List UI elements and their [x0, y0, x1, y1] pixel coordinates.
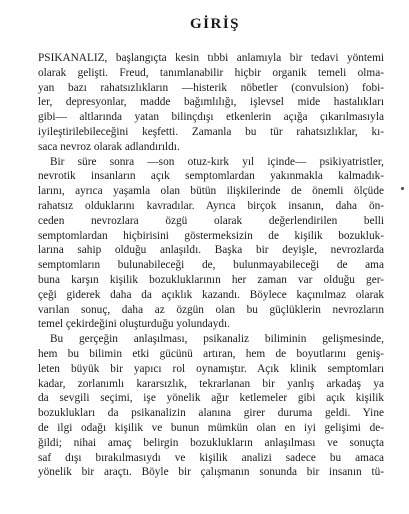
text-line: buna karşın kişilik bozukluklarının her zaman var olduğu ger- — [38, 273, 384, 286]
text-line: yan bazı rahatsızlıkların —histerik nöbetler (convulsion) fobi- — [38, 81, 384, 94]
text-line: semptomların bulunabileceği de, bulunmayabileceği de ama — [38, 259, 384, 272]
paragraph-3 — [38, 332, 384, 480]
text-line: PSIKANALIZ, başlangıçta kesin tıbbi anlamıyla bir tedavi yöntemi — [38, 52, 384, 64]
text-line: larını, ayrıca yaşamla olan bütün ilişkilerinde de önemli ölçüde — [38, 185, 384, 198]
text-line: leten büyük bir yapıcı rol oynamıştır. Açık klinik semptomları — [38, 362, 384, 375]
text-line: yönelik bir araçtı. Böyle bir çalışmanın sonunda bir insanın tü- — [38, 466, 384, 479]
text-line: de ilgi odağı kişilik ve bunun mümkün olan en iyi gelişimi de- — [38, 421, 384, 434]
text-line: nevrotik insanların açık semptomlardan yakınmakla kalmadık- — [38, 170, 384, 183]
chapter-title: GİRİŞ — [189, 16, 241, 32]
text-line: temel çekirdeğini oluşturduğu yolundaydı. — [38, 318, 231, 331]
text-line: çeği giderek daha da açıklık kazandı. Böylece kaçınılmaz olarak — [38, 288, 384, 301]
text-line: saca nevroz olarak adlandırıldı. — [38, 140, 180, 153]
paragraph-1 — [38, 51, 384, 155]
paragraph-2 — [38, 155, 384, 333]
text-line: rahatsız olduklarını kavradılar. Ayrıca birçok insanın, daha ön- — [38, 199, 384, 212]
body-text — [38, 51, 384, 480]
text-line: larına sahip olduğu anlaşıldı. Başka bir deyişle, nevrozlarda — [38, 244, 384, 257]
text-line: varılan sonuç, daha az özgün olan bu güçlüklerin nevrozların — [38, 303, 384, 316]
text-line: semptomlardan hiçbirisini göstermeksizin de kişilik bozukluk- — [38, 229, 384, 242]
text-line: ğildi; nihai amaç belirgin bozuklukların anlaşılması ve sonuçta — [38, 436, 384, 449]
text-line: Bu gerçeğin anlaşılması, psikanaliz biliminin gelişmesinde, — [50, 333, 384, 346]
text-line: kadar, zorlanımlı kararsızlık, tekrarlanan bir yanlış arkadaş ya — [38, 377, 384, 390]
text-line: olarak gelişti. Freud, tanımlanabilir hiçbir organik temeli olma- — [38, 66, 384, 79]
text-line: saf dışı bırakılmasıydı ve kişilik analizi sadece bu amaca — [38, 451, 384, 464]
text-line: bozuklukları da psikanalizin alanına girer duruma geldi. Yine — [38, 407, 384, 420]
text-line: da sevgili seçimi, işe yönelik ağır ketlemeler gibi açık kişilik — [38, 392, 384, 405]
text-line: Bir süre sonra —son otuz-kırk yıl içinde— psikiyatristler, — [50, 155, 384, 168]
text-line: gibi— altlarında yatan bilinçdışı etkenlerin açığa çıkarılmasıyla — [38, 111, 384, 124]
text-line: hem bu bilimin etki gücünü artıran, hem de boyutlarını geniş- — [38, 347, 384, 360]
scan-speck — [401, 187, 404, 190]
text-line: ler, depresyonlar, madde bağımlılığı, işlevsel mide hastalıkları — [38, 96, 384, 109]
text-line: ceden nevrozlara özgü olarak değerlendirilen belli — [38, 214, 384, 227]
text-line: iyileştirilebileceğini keşfetti. Zamanla bu tür rahatsızlıklar, kı- — [38, 125, 384, 138]
